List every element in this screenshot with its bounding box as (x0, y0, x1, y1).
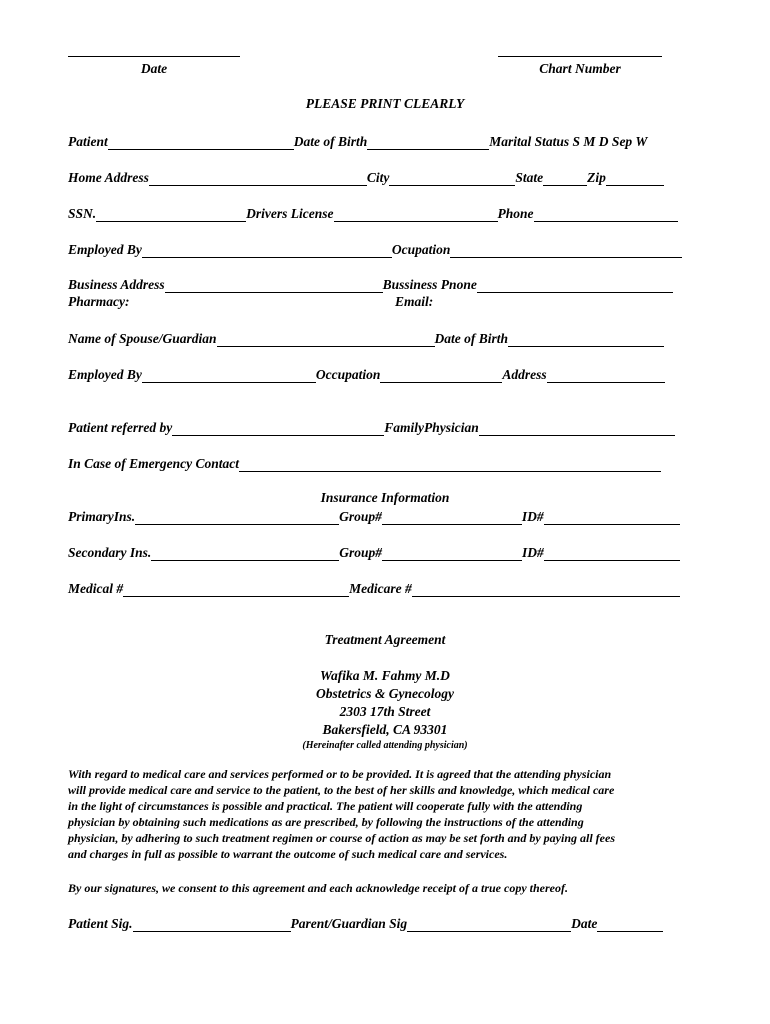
secondary-id-label: ID# (522, 545, 544, 560)
date-label: Date (140, 61, 168, 76)
primary-group-field[interactable] (382, 511, 522, 525)
emergency-contact-label: In Case of Emergency Contact (68, 456, 239, 471)
business-address-label: Business Address (68, 277, 165, 292)
emergency-contact-row (68, 454, 700, 472)
secondary-group-field[interactable] (382, 547, 522, 561)
spouse-employed-by-field[interactable] (142, 369, 316, 383)
ocupation-label: Ocupation (391, 242, 451, 257)
drivers-license-label: Drivers License (246, 206, 334, 221)
physician-note: (Hereinafter called attending physician) (302, 740, 468, 751)
zip-field[interactable] (606, 172, 664, 186)
business-address-field[interactable] (165, 279, 383, 293)
insurance-heading: Insurance Information (320, 490, 450, 505)
primary-group-label: Group# (339, 509, 382, 524)
physician-specialty: Obstetrics & Gynecology (316, 686, 454, 701)
secondary-id-field[interactable] (544, 547, 680, 561)
emergency-contact-field[interactable] (239, 458, 661, 472)
home-address-row (68, 168, 700, 186)
business-phone-field[interactable] (477, 279, 673, 293)
zip-label: Zip (587, 170, 606, 185)
primary-ins-field[interactable] (135, 511, 339, 525)
pharmacy-label: Pharmacy: (68, 294, 130, 309)
guardian-sig-field[interactable] (407, 918, 571, 932)
spouse-row (68, 329, 700, 347)
treatment-agreement-heading: Treatment Agreement (324, 632, 446, 647)
state-label: State (515, 170, 544, 185)
signature-row (68, 914, 700, 932)
phone-field[interactable] (534, 208, 678, 222)
business-address-row (68, 275, 700, 293)
referred-by-label: Patient referred by (68, 420, 173, 435)
patient-label: Patient (68, 134, 108, 149)
employed-by-row (68, 240, 700, 258)
dob-field[interactable] (367, 136, 489, 150)
spouse-guardian-label: Name of Spouse/Guardian (68, 331, 217, 346)
patient-field[interactable] (108, 136, 294, 150)
employed-by-field[interactable] (142, 244, 392, 258)
referred-by-field[interactable] (172, 422, 384, 436)
spouse-dob-label: Date of Birth (434, 331, 509, 346)
spouse-address-field[interactable] (547, 369, 665, 383)
email-label: Email: (395, 294, 434, 309)
medical-row (68, 579, 700, 597)
marital-status-label: Marital Status S M D Sep W (489, 134, 648, 149)
state-field[interactable] (543, 172, 587, 186)
patient-sig-field[interactable] (133, 918, 291, 932)
family-physician-field[interactable] (479, 422, 675, 436)
business-phone-label: Bussiness Pnone (382, 277, 477, 292)
physician-name: Wafika M. Fahmy M.D (320, 668, 450, 683)
primary-id-field[interactable] (544, 511, 680, 525)
spouse-employment-row (68, 365, 700, 383)
patient-sig-label: Patient Sig. (68, 916, 133, 931)
referral-row (68, 418, 700, 436)
medicare-field[interactable] (412, 583, 680, 597)
family-physician-label: FamilyPhysician (384, 420, 479, 435)
physician-street: 2303 17th Street (339, 704, 431, 719)
physician-city-state: Bakersfield, CA 93301 (322, 722, 448, 737)
agreement-paragraph: With regard to medical care and services performed or to be provided. It is agreed that the attending physician will provide medical care and service to the patient, to the best of her skills and knowledge, which medical care in the light of circumstances is possible and practical. The patient will cooperate fully with the attending physician by obtaining such medications as are prescribed, by following the instructions of the attending physician, by adhering to such treatment regimen or course of action as may be set forth and by paying all fees and charges in full as possible to warrant the outcome of such medical care and services. (68, 767, 615, 861)
employed-by-label: Employed By (68, 242, 142, 257)
patient-row (68, 132, 700, 150)
spouse-occupation-field[interactable] (380, 369, 502, 383)
secondary-ins-field[interactable] (151, 547, 339, 561)
home-address-label: Home Address (68, 170, 149, 185)
guardian-sig-label: Parent/Guardian Sig (290, 916, 408, 931)
medicare-label: Medicare # (349, 581, 412, 596)
ocupation-field[interactable] (450, 244, 682, 258)
secondary-group-label: Group# (339, 545, 383, 560)
spouse-dob-field[interactable] (508, 333, 664, 347)
home-address-field[interactable] (149, 172, 367, 186)
medical-field[interactable] (123, 583, 349, 597)
secondary-insurance-row (68, 543, 700, 561)
chart-number-line[interactable] (498, 56, 662, 57)
ssn-row (68, 204, 700, 222)
dob-label: Date of Birth (293, 134, 368, 149)
spouse-employed-by-label: Employed By (68, 367, 142, 382)
ssn-field[interactable] (96, 208, 246, 222)
ssn-label: SSN. (68, 206, 97, 221)
phone-label: Phone (497, 206, 534, 221)
primary-ins-label: PrimaryIns. (68, 509, 136, 524)
primary-id-label: ID# (521, 509, 544, 524)
date-line[interactable] (68, 56, 240, 57)
sig-date-field[interactable] (597, 918, 663, 932)
spouse-address-label: Address (502, 367, 547, 382)
primary-insurance-row (68, 507, 700, 525)
city-label: City (366, 170, 390, 185)
city-field[interactable] (389, 172, 515, 186)
consent-statement: By our signatures, we consent to this agreement and each acknowledge receipt of a true copy thereof. (68, 881, 568, 895)
spouse-guardian-field[interactable] (217, 333, 435, 347)
drivers-license-field[interactable] (334, 208, 498, 222)
secondary-ins-label: Secondary Ins. (68, 545, 152, 560)
medical-label: Medical # (68, 581, 124, 596)
chart-number-label: Chart Number (539, 61, 621, 76)
spouse-occupation-label: Occupation (315, 367, 381, 382)
print-clearly-instruction: PLEASE PRINT CLEARLY (305, 96, 465, 111)
sig-date-label: Date (571, 916, 598, 931)
